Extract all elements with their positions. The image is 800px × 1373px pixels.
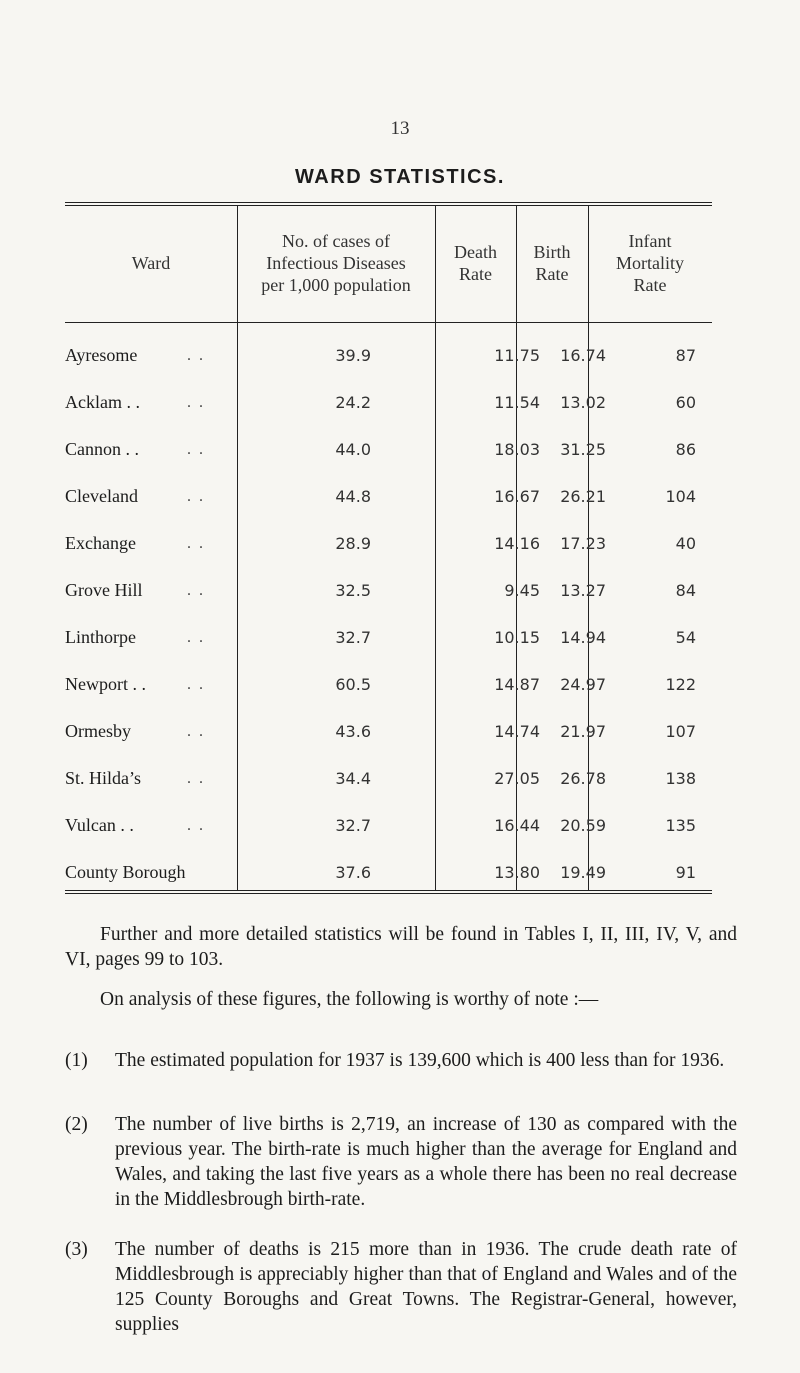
cell-ward: Cannon . . xyxy=(65,439,139,459)
cell-infant-mortality: 107 xyxy=(665,722,696,741)
cell-ward: Acklam . . xyxy=(65,392,140,412)
cell-birth-rate: 17.23 xyxy=(560,534,606,553)
cell-death-rate: 11.75 xyxy=(494,346,540,365)
header-infant-line1: Infant xyxy=(628,231,672,252)
paragraph-analysis-note: On analysis of these figures, the following is worthy of note :— xyxy=(100,989,599,1010)
cell-ward: Newport . . xyxy=(65,674,146,694)
cell-leader-dots: . . xyxy=(187,723,205,740)
cell-death-rate: 14.16 xyxy=(494,534,540,553)
cell-infectious: 60.5 xyxy=(335,675,371,694)
header-infant-mortality xyxy=(588,206,712,322)
cell-infant-mortality: 104 xyxy=(665,487,696,506)
table-row xyxy=(65,426,712,473)
list-item-number: (1) xyxy=(65,1050,88,1071)
list-item-text: The number of deaths is 215 more than in 1936. The crude death rate of Middlesbrough is appreciably higher than that of England and Wales and of the 125 County Boroughs and Great Towns. The Registrar-General, however, supplies xyxy=(115,1239,737,1335)
cell-death-rate: 10.15 xyxy=(494,628,540,647)
cell-death-rate: 9.45 xyxy=(504,581,540,600)
cell-infectious: 32.7 xyxy=(335,816,371,835)
cell-infant-mortality: 138 xyxy=(665,769,696,788)
table-row xyxy=(65,802,712,849)
header-birth-line1: Birth xyxy=(533,242,571,263)
cell-leader-dots: . . xyxy=(187,817,205,834)
cell-birth-rate: 16.74 xyxy=(560,346,606,365)
cell-infant-mortality: 122 xyxy=(665,675,696,694)
cell-birth-rate: 19.49 xyxy=(560,863,606,882)
cell-death-rate: 13.80 xyxy=(494,863,540,882)
table-row xyxy=(65,473,712,520)
cell-leader-dots: . . xyxy=(187,629,205,646)
cell-infant-mortality: 40 xyxy=(675,534,696,553)
cell-infant-mortality: 84 xyxy=(675,581,696,600)
header-infectious-line1: No. of cases of xyxy=(282,231,390,252)
header-infectious-line3: per 1,000 population xyxy=(261,274,411,295)
cell-infectious: 32.7 xyxy=(335,628,371,647)
cell-leader-dots: . . xyxy=(187,441,205,458)
table-body xyxy=(65,323,712,890)
cell-birth-rate: 24.97 xyxy=(560,675,606,694)
cell-leader-dots: . . xyxy=(187,347,205,364)
cell-infant-mortality: 60 xyxy=(675,393,696,412)
cell-ward: Ormesby xyxy=(65,721,131,741)
cell-death-rate: 18.03 xyxy=(494,440,540,459)
table-row xyxy=(65,708,712,755)
cell-infectious: 44.8 xyxy=(335,487,371,506)
paragraph-further-statistics: Further and more detailed statistics will be found in Tables I, II, III, IV, V, and VI, pages 99 to 103. xyxy=(65,924,737,970)
list-item-text: The estimated population for 1937 is 139,600 which is 400 less than for 1936. xyxy=(115,1050,725,1071)
table-row xyxy=(65,567,712,614)
table-row xyxy=(65,661,712,708)
list-item-text: The number of live births is 2,719, an increase of 130 as compared with the previous year. The birth-rate is much higher than the average for England and Wales, and taking the last five years as a whole there has been no real decrease in the Middlesbrough birth-rate. xyxy=(115,1114,737,1210)
ward-statistics-table xyxy=(65,202,712,894)
cell-ward: Linthorpe xyxy=(65,627,136,647)
header-death-rate xyxy=(435,206,516,322)
cell-infectious: 34.4 xyxy=(335,769,371,788)
cell-leader-dots xyxy=(187,849,227,896)
list-item-number: (3) xyxy=(65,1239,88,1260)
cell-death-rate: 27.05 xyxy=(494,769,540,788)
cell-ward: Grove Hill xyxy=(65,580,143,600)
cell-ward: County Borough xyxy=(65,862,186,882)
list-item-number: (2) xyxy=(65,1114,88,1135)
cell-ward: Exchange xyxy=(65,533,136,553)
header-death-line1: Death xyxy=(454,242,497,263)
table-row xyxy=(65,379,712,426)
header-birth-line2: Rate xyxy=(535,264,569,284)
cell-birth-rate: 26.78 xyxy=(560,769,606,788)
table-header-row xyxy=(65,206,712,323)
cell-death-rate: 16.67 xyxy=(494,487,540,506)
cell-leader-dots: . . xyxy=(187,582,205,599)
cell-birth-rate: 26.21 xyxy=(560,487,606,506)
cell-ward: St. Hilda’s xyxy=(65,768,142,788)
cell-death-rate: 11.54 xyxy=(494,393,540,412)
header-infectious xyxy=(237,206,435,322)
cell-birth-rate: 20.59 xyxy=(560,816,606,835)
cell-infant-mortality: 135 xyxy=(665,816,696,835)
header-infectious-line2: Infectious Diseases xyxy=(266,253,406,274)
table-row xyxy=(65,614,712,661)
cell-birth-rate: 13.27 xyxy=(560,581,606,600)
cell-infant-mortality: 86 xyxy=(675,440,696,459)
cell-birth-rate: 31.25 xyxy=(560,440,606,459)
cell-infectious: 44.0 xyxy=(335,440,371,459)
cell-death-rate: 14.74 xyxy=(494,722,540,741)
cell-ward: Vulcan . . xyxy=(65,815,134,835)
header-ward-label: Ward xyxy=(131,253,171,274)
cell-leader-dots: . . xyxy=(187,676,205,693)
cell-infectious: 24.2 xyxy=(335,393,371,412)
header-death-line2: Rate xyxy=(458,264,492,284)
header-infant-line3: Rate xyxy=(633,274,667,295)
table-row xyxy=(65,755,712,802)
cell-birth-rate: 21.97 xyxy=(560,722,606,741)
header-ward xyxy=(65,206,237,322)
cell-ward: Cleveland xyxy=(65,486,138,506)
header-birth-rate xyxy=(516,206,588,322)
table-row xyxy=(65,849,712,896)
cell-infectious: 43.6 xyxy=(335,722,371,741)
cell-leader-dots: . . xyxy=(187,394,205,411)
cell-birth-rate: 14.94 xyxy=(560,628,606,647)
cell-infectious: 32.5 xyxy=(335,581,371,600)
cell-leader-dots: . . xyxy=(187,488,205,505)
cell-birth-rate: 13.02 xyxy=(560,393,606,412)
cell-infant-mortality: 91 xyxy=(675,863,696,882)
table-row xyxy=(65,332,712,379)
page-number: 13 xyxy=(390,118,410,139)
cell-ward: Ayresome xyxy=(65,345,138,365)
cell-death-rate: 14.87 xyxy=(494,675,540,694)
cell-infectious: 39.9 xyxy=(335,346,371,365)
cell-infectious: 37.6 xyxy=(335,863,371,882)
cell-infant-mortality: 87 xyxy=(675,346,696,365)
cell-infant-mortality: 54 xyxy=(675,628,696,647)
cell-leader-dots: . . xyxy=(187,770,205,787)
cell-infectious: 28.9 xyxy=(335,534,371,553)
cell-death-rate: 16.44 xyxy=(494,816,540,835)
cell-leader-dots: . . xyxy=(187,535,205,552)
table-row xyxy=(65,520,712,567)
page-title: WARD STATISTICS. xyxy=(295,166,505,188)
header-infant-line2: Mortality xyxy=(616,253,684,274)
